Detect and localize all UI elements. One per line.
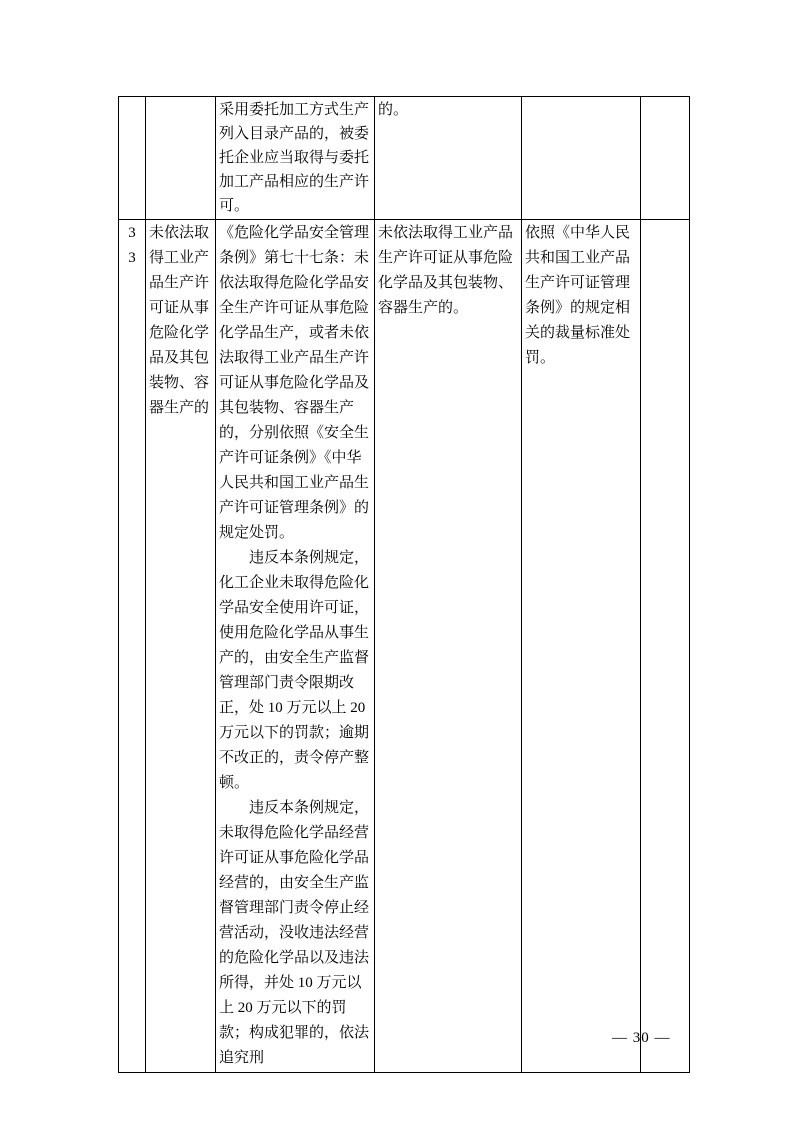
table-row-continuation bbox=[119, 97, 690, 220]
legal-basis-paragraph: 采用委托加工方式生产列入目录产品的，被委托企业应当取得与委托加工产品相应的生产许可。 bbox=[219, 102, 370, 214]
discretion-standard-cell bbox=[522, 97, 641, 220]
violation-cell bbox=[146, 97, 216, 220]
situation-paragraph: 的。 bbox=[378, 102, 409, 118]
legal-basis-cell bbox=[216, 97, 375, 220]
legal-basis-paragraph: 违反本条例规定，化工企业未取得危险化学品安全使用许可证，使用危险化学品从事生产的，由安全生产监督管理部门责令限期改正，处 10 万元以上 20 万元以下的罚款；逾期不改正的，责令停产整顿。 bbox=[219, 550, 370, 791]
situation-paragraph: 未依法取得工业产品生产许可证从事危险化学品及其包装物、容器生产的。 bbox=[378, 225, 514, 316]
legal-basis-paragraph: 《危险化学品安全管理条例》第七十七条：未依法取得危险化学品安全生产许可证从事危险化学品生产，或者未依法取得工业产品生产许可证从事危险化学品及其包装物、容器生产的，分别依照《安全生产许可证条例》《中华人民共和国工业产品生产许可证管理条例》的规定处罚。 bbox=[219, 225, 370, 541]
legal-basis-cell bbox=[216, 220, 375, 1073]
remark-cell bbox=[641, 220, 690, 1073]
violation-cell bbox=[146, 220, 216, 1073]
row-number-cell bbox=[119, 97, 146, 220]
violation-text: 未依法取得工业产品生产许可证从事危险化学品及其包装物、容器生产的 bbox=[149, 225, 210, 416]
row-number: 33 bbox=[128, 225, 136, 266]
regulation-table bbox=[118, 96, 690, 1073]
row-number-cell bbox=[119, 220, 146, 1073]
table-row-item-33 bbox=[119, 220, 690, 1073]
applicable-situation-cell bbox=[375, 220, 522, 1073]
remark-cell bbox=[641, 97, 690, 220]
discretion-standard-cell bbox=[522, 220, 641, 1073]
page-number: — 30 — bbox=[612, 1030, 671, 1046]
legal-basis-paragraph: 违反本条例规定，未取得危险化学品经营许可证从事危险化学品经营的，由安全生产监督管理部门责令停止经营活动，没收违法经营的危险化学品以及违法所得，并处 10 万元以上 20 万元以下的罚款；构成犯罪的，依法追究刑 bbox=[219, 800, 370, 1066]
discretion-paragraph: 依照《中华人民共和国工业产品生产许可证管理条例》的规定相关的裁量标准处罚。 bbox=[525, 225, 631, 366]
applicable-situation-cell bbox=[375, 97, 522, 220]
